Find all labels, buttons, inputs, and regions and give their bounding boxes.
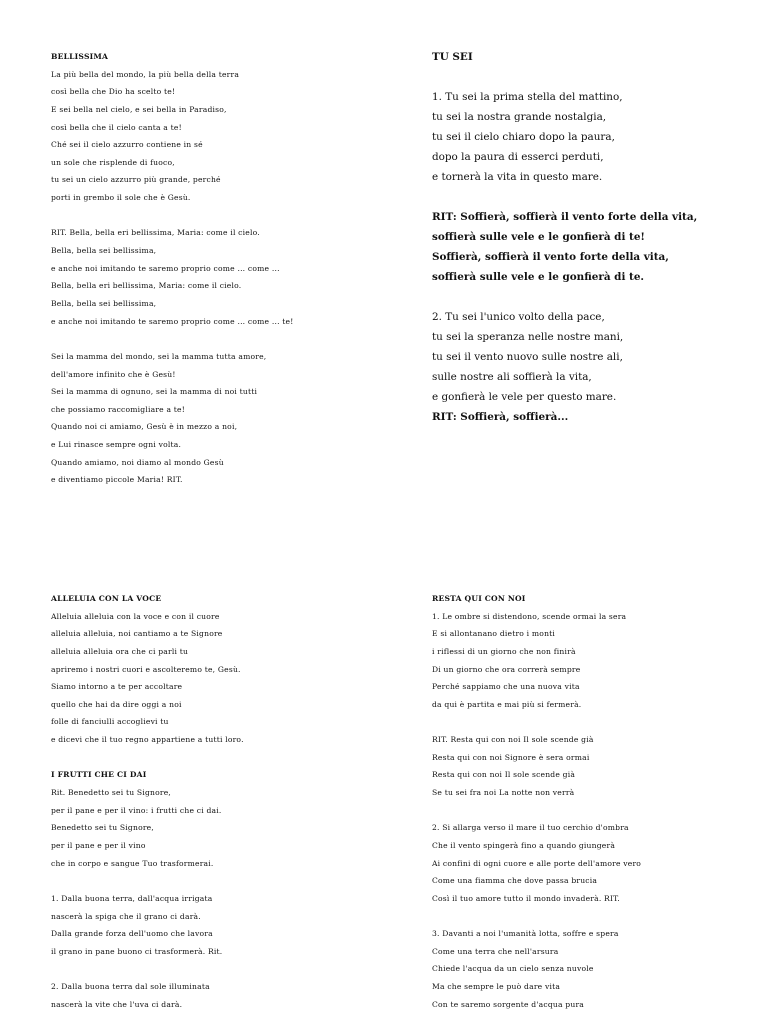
lyric-line: 3. Davanti a noi l'umanità lotta, soffre e spera bbox=[432, 929, 619, 939]
lyric-line: i riflessi di un giorno che non finirà bbox=[432, 646, 576, 656]
lyric-line: Alleluia alleluia con la voce e con il cuore bbox=[51, 611, 220, 621]
lyric-line: che possiamo raccomigliare a te! bbox=[51, 404, 186, 414]
lyric-line: Dalla grande forza dell'uomo che lavora bbox=[51, 929, 213, 939]
lyric-line: 2. Si allarga verso il mare il tuo cerchio d'ombra bbox=[432, 823, 629, 833]
lyric-line: e dicevi che il tuo regno appartiene a tutti loro. bbox=[51, 735, 244, 745]
lyric-line: e gonfierà le vele per questo mare. bbox=[432, 391, 617, 403]
lyric-line: folle di fanciulli accoglievi tu bbox=[51, 717, 169, 727]
lyric-line: Ma che sempre le può dare vita bbox=[432, 982, 561, 992]
lyric-line: apriremo i nostri cuori e ascolteremo te, Gesù. bbox=[51, 664, 241, 674]
song-lyrics bbox=[432, 87, 752, 427]
lyric-line: dell'amore infinito che è Gesù! bbox=[51, 369, 176, 379]
lyric-line: alleluia alleluia ora che ci parli tu bbox=[51, 646, 189, 656]
stanza-gap bbox=[432, 802, 762, 820]
stanza-gap bbox=[51, 872, 381, 890]
lyric-line: 1. Le ombre si distendono, scende ormai la sera bbox=[432, 611, 627, 621]
song-title: ALLELUIA CON LA VOCE bbox=[51, 594, 162, 603]
song-title: TU SEI bbox=[432, 51, 473, 63]
lyric-line: Quando noi ci amiamo, Gesù è in mezzo a noi, bbox=[51, 422, 238, 432]
song-lyrics bbox=[51, 66, 381, 489]
lyric-line: 1. Tu sei la prima stella del mattino, bbox=[432, 91, 623, 103]
song-tu-sei bbox=[432, 47, 752, 427]
lyric-line: dopo la paura di esserci perduti, bbox=[432, 151, 604, 163]
song-lyrics-frutti bbox=[51, 784, 381, 1013]
lyric-line: Sei la mamma del mondo, sei la mamma tutta amore, bbox=[51, 351, 267, 361]
lyric-line: E si allontanano dietro i monti bbox=[432, 629, 556, 639]
refrain-line: RIT: Soffierà, soffierà il vento forte della vita, bbox=[432, 211, 698, 223]
lyric-line: tu sei il cielo chiaro dopo la paura, bbox=[432, 131, 615, 143]
lyric-line: Sei la mamma di ognuno, sei la mamma di noi tutti bbox=[51, 387, 258, 397]
song-resta-qui-con-noi bbox=[432, 590, 762, 1013]
lyric-line: e anche noi imitando te saremo proprio come ... come ... bbox=[51, 263, 280, 273]
lyric-line: nascerà la vite che l'uva ci darà. bbox=[51, 999, 183, 1009]
song-title: BELLISSIMA bbox=[51, 52, 109, 61]
lyric-line: per il pane e per il vino bbox=[51, 840, 146, 850]
lyric-line: tu sei la speranza nelle nostre mani, bbox=[432, 331, 624, 343]
lyric-line: Come una fiamma che dove passa brucia bbox=[432, 876, 598, 886]
lyric-line: Benedetto sei tu Signore, bbox=[51, 823, 154, 833]
lyric-line: Perché sappiamo che una nuova vita bbox=[432, 682, 580, 692]
lyric-line: alleluia alleluia, noi cantiamo a te Signore bbox=[51, 629, 223, 639]
song-title-frutti: I FRUTTI CHE CI DAI bbox=[51, 770, 147, 780]
lyric-line: 1. Dalla buona terra, dall'acqua irrigata bbox=[51, 893, 213, 903]
lyric-line: Bella, bella sei bellissima, bbox=[51, 246, 157, 256]
song-bellissima bbox=[51, 48, 381, 489]
refrain-line: Soffierà, soffierà il vento forte della vita, bbox=[432, 251, 669, 263]
lyric-line: tu sei un cielo azzurro più grande, perché bbox=[51, 175, 221, 185]
refrain-line: RIT: Soffierà, soffierà... bbox=[432, 411, 569, 423]
lyric-line: un sole che risplende di fuoco, bbox=[51, 157, 175, 167]
lyric-line: nascerà la spiga che il grano ci darà. bbox=[51, 911, 201, 921]
lyric-line: e anche noi imitando te saremo proprio come ... come ... te! bbox=[51, 316, 294, 326]
lyric-line: Così il tuo amore tutto il mondo invaderà. RIT. bbox=[432, 893, 620, 903]
lyric-line: e diventiamo piccole Maria! RIT. bbox=[51, 475, 183, 485]
lyric-line: sulle nostre ali soffierà la vita, bbox=[432, 371, 592, 383]
lyric-line: che in corpo e sangue Tuo trasformerai. bbox=[51, 858, 214, 868]
lyric-line: E sei bella nel cielo, e sei bella in Paradiso, bbox=[51, 104, 227, 114]
lyric-line: 2. Tu sei l'unico volto della pace, bbox=[432, 311, 605, 323]
stanza-gap bbox=[432, 287, 752, 307]
lyric-line: RIT. Bella, bella eri bellissima, Maria: come il cielo. bbox=[51, 228, 260, 238]
lyric-line: e tornerà la vita in questo mare. bbox=[432, 171, 603, 183]
refrain-line: soffierà sulle vele e le gonfierà di te. bbox=[432, 271, 645, 283]
lyric-line: Bella, bella sei bellissima, bbox=[51, 298, 157, 308]
lyric-line: Come una terra che nell'arsura bbox=[432, 946, 559, 956]
stanza-gap bbox=[432, 713, 762, 731]
lyric-line: RIT. Resta qui con noi Il sole scende già bbox=[432, 735, 594, 745]
song-title: RESTA QUI CON NOI bbox=[432, 594, 526, 603]
refrain-line: soffierà sulle vele e le gonfierà di te! bbox=[432, 231, 645, 243]
lyric-line: Ché sei il cielo azzurro contiene in sé bbox=[51, 140, 203, 150]
lyric-line: e Lui rinasce sempre ogni volta. bbox=[51, 440, 182, 450]
lyric-line: il grano in pane buono ci trasformerà. Rit. bbox=[51, 946, 223, 956]
lyric-line: per il pane e per il vino: i frutti che ci dai. bbox=[51, 805, 222, 815]
stanza-gap bbox=[432, 908, 762, 926]
lyric-line: tu sei la nostra grande nostalgia, bbox=[432, 111, 607, 123]
lyric-line: così bella che Dio ha scelto te! bbox=[51, 87, 176, 97]
lyric-line: Rit. Benedetto sei tu Signore, bbox=[51, 788, 172, 798]
song-lyrics bbox=[432, 608, 762, 1014]
song-alleluia bbox=[51, 590, 381, 1013]
lyric-line: Di un giorno che ora correrà sempre bbox=[432, 664, 581, 674]
lyric-line: così bella che il cielo canta a te! bbox=[51, 122, 182, 132]
lyric-line: Resta qui con noi Signore è sera ormai bbox=[432, 752, 590, 762]
lyric-line: 2. Dalla buona terra dal sole illuminata bbox=[51, 982, 210, 992]
stanza-gap bbox=[432, 187, 752, 207]
lyric-line: da qui è partita e mai più si fermerà. bbox=[432, 699, 582, 709]
lyric-line: Resta qui con noi Il sole scende già bbox=[432, 770, 576, 780]
stanza-gap bbox=[51, 330, 381, 348]
lyric-line: La più bella del mondo, la più bella della terra bbox=[51, 69, 240, 79]
stanza-gap bbox=[51, 960, 381, 978]
lyric-line: Chiede l'acqua da un cielo senza nuvole bbox=[432, 964, 594, 974]
song-lyrics bbox=[51, 608, 381, 749]
lyric-line: Che il vento spingerà fino a quando giungerà bbox=[432, 840, 616, 850]
lyric-line: porti in grembo il sole che è Gesù. bbox=[51, 193, 191, 203]
lyric-line: tu sei il vento nuovo sulle nostre ali, bbox=[432, 351, 623, 363]
stanza-gap bbox=[51, 207, 381, 225]
lyric-line: Con te saremo sorgente d'acqua pura bbox=[432, 999, 585, 1009]
lyric-line: Se tu sei fra noi La notte non verrà bbox=[432, 788, 575, 798]
lyric-line: Bella, bella eri bellissima, Maria: come il cielo. bbox=[51, 281, 242, 291]
lyric-line: Quando amiamo, noi diamo al mondo Gesù bbox=[51, 457, 224, 467]
lyric-line: quello che hai da dire oggi a noi bbox=[51, 699, 182, 709]
lyric-line: Siamo intorno a te per accoltare bbox=[51, 682, 183, 692]
lyric-line: Ai confini di ogni cuore e alle porte dell'amore vero bbox=[432, 858, 642, 868]
